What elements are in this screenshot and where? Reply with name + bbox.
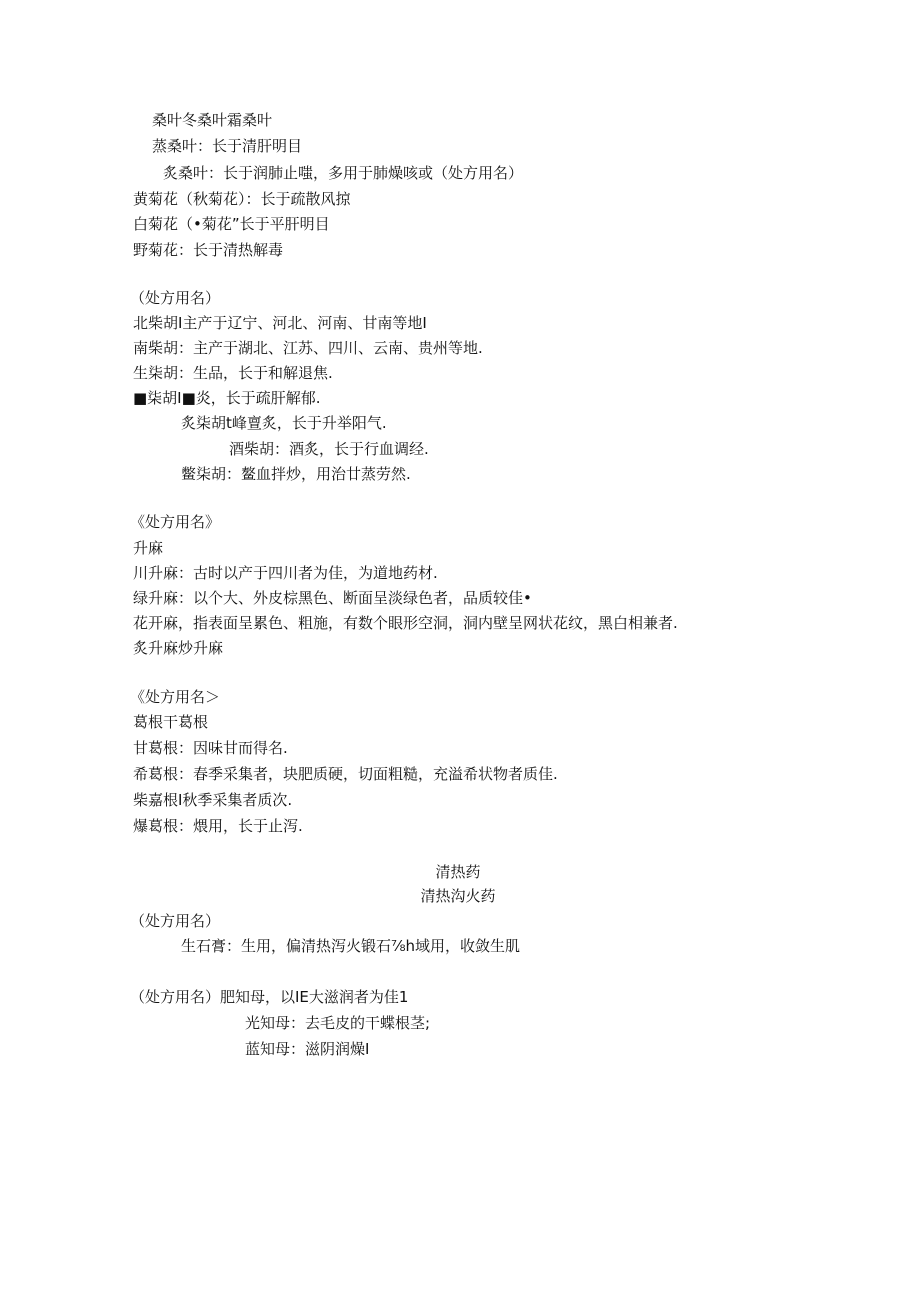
section-label: 《处方用名＞ — [130, 688, 221, 706]
text-line: 爆葛根：煨用，长于止泻. — [133, 817, 303, 835]
text-line: 桑叶冬桑叶霜桑叶 — [152, 111, 273, 129]
section-label: 《处方用名》 — [130, 513, 221, 531]
text-line: 白菊花（•菊花”长于平肝明目 — [133, 215, 330, 233]
text-line: 蒸桑叶：长于清肝明目 — [152, 137, 303, 155]
text-line: 野菊花：长于清热解毒 — [133, 241, 284, 259]
section-label: （处方用名） — [130, 289, 221, 307]
text-line: 花开麻，指表面呈累色、粗施，有数个眼形空洞，洞内壁呈网状花纹，黑白相兼者. — [133, 614, 678, 632]
text-line: 炙升麻炒升麻 — [133, 639, 224, 657]
text-line: 生石膏：生用，偏清热泻火锻石⅞h域用，收敛生肌 — [181, 937, 521, 955]
text-line: 酒柴胡：酒炙，长于行血调经. — [229, 440, 429, 458]
text-line: 希葛根：春季采集者，块肥质硬，切面粗糙，充溢希状物者质佳. — [133, 765, 558, 783]
text-line: 炙桑叶：长于润肺止嗤，多用于肺燥咳或（处方用名） — [163, 164, 524, 182]
text-line: 葛根干葛根 — [133, 713, 209, 731]
text-line: 川升麻：古时以产于四川者为佳，为道地药材. — [133, 564, 438, 582]
text-line: 黄菊花（秋菊花）：长于疏散风掠 — [133, 190, 351, 208]
text-line: 蓝知母：滋阴润燥I — [245, 1040, 370, 1058]
text-line: 升麻 — [133, 539, 164, 557]
text-line: 北柴胡I主产于辽宁、河北、河南、甘南等地I — [133, 314, 427, 332]
text-line: 鳖柒胡：鳌血拌炒，用治廿蒸劳然. — [181, 465, 411, 483]
section-subtitle: 清热沟火药 — [420, 887, 496, 905]
text-line: ■柒胡I■炎，长于疏肝解郁. — [133, 389, 321, 407]
text-line: 南柴胡：主产于湖北、江苏、四川、云南、贵州等地. — [133, 339, 483, 357]
text-line: 甘葛根：因味甘而得名. — [133, 739, 288, 757]
text-line: （处方用名）肥知母，以IE大滋润者为佳1 — [130, 988, 409, 1006]
section-title: 清热药 — [435, 863, 481, 881]
section-label: （处方用名） — [130, 912, 221, 930]
text-line: 柴嘉根I秋季采集者质次. — [133, 791, 293, 809]
text-line: 绿升麻：以个大、外皮棕黑色、断面呈淡绿色者，品质较佳• — [133, 589, 532, 607]
text-line: 光知母：去毛皮的干蝶根茎; — [245, 1014, 431, 1032]
text-line: 生柒胡：生品，长于和解退焦. — [133, 364, 333, 382]
text-line: 炙柒胡t峰亶炙，长于升举阳气. — [181, 414, 387, 432]
